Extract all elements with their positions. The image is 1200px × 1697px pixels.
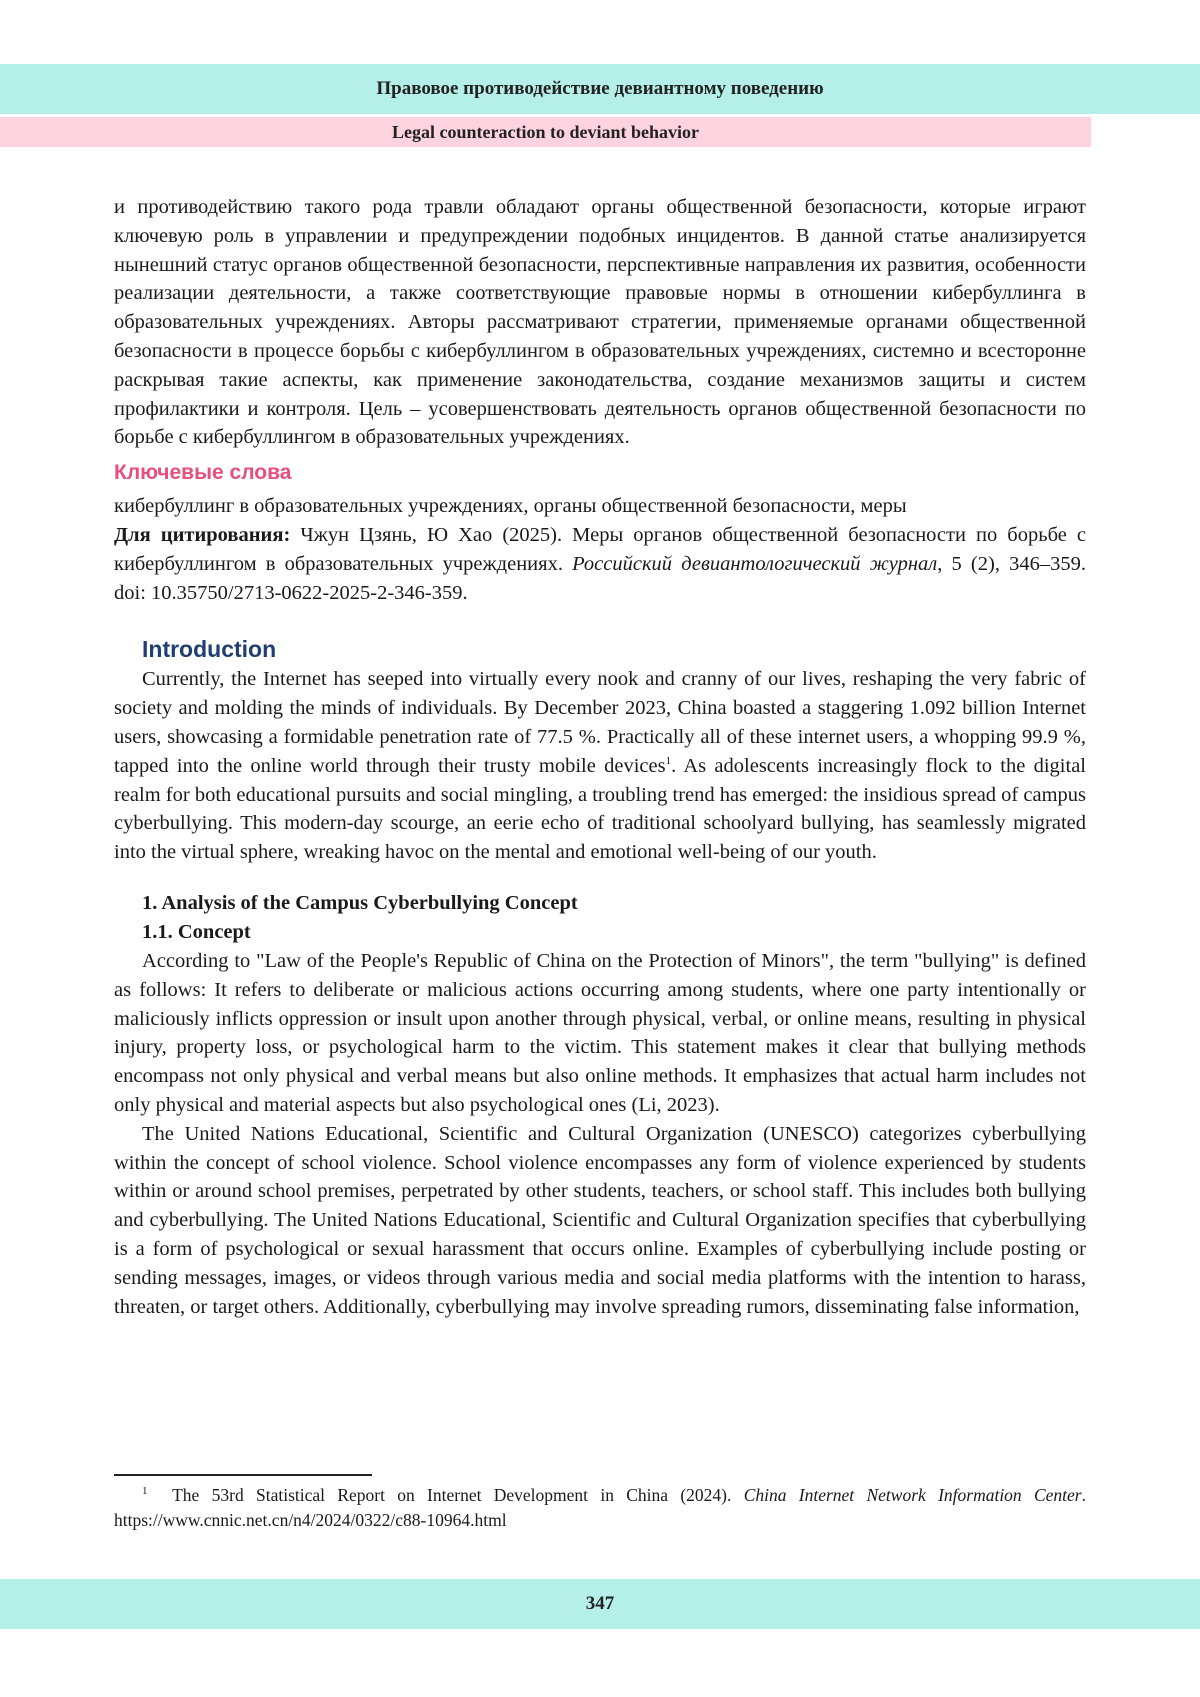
citation-journal: Российский девиантологический журнал <box>572 552 938 575</box>
page-number: 347 <box>0 1579 1200 1629</box>
footnote-ref: 1 <box>665 754 672 767</box>
footnote-text: The 53rd Statistical Report on Internet Development in China (2024). <box>172 1485 744 1505</box>
section-heading: 1. Analysis of the Campus Cyberbullying Concept <box>142 891 578 914</box>
keywords-text: кибербуллинг в образовательных учреждениях, органы общественной безопасности, меры <box>114 495 907 518</box>
footnote-number: 1 <box>142 1485 148 1498</box>
introduction-paragraph <box>114 665 1086 867</box>
citation-text: Чжун Цзянь, Ю Хао (2025). Меры органов общественной безопасности по борьбе с кибербуллингом в образовательных учреждениях. <box>114 523 1087 575</box>
citation-label: Для цитирования: <box>114 523 291 546</box>
footnote-source: China Internet Network Information Center <box>743 1485 1082 1505</box>
section-paragraph-2: The United Nations Educational, Scientific and Cultural Organization (UNESCO) categorizes cyberbullying within the concept of school violence. School violence encompasses any form of violence experienced by students within or around school premises, perpetrated by other students, teachers, or school staff. This includes both bullying and cyberbullying. The United Nations Educational, Scientific and Cultural Organization specifies that cyberbullying is a form of psychological or sexual harassment that occurs online. Examples of cyberbullying include posting or sending messages, images, or videos through various media and social media platforms with the intention to harass, threaten, or target others. Additionally, cyberbullying may involve spreading rumors, disseminating false information, <box>114 1122 1086 1318</box>
citation-doi: , 5 (2), 346–359. doi: 10.35750/2713-0622-2025-2-346-359. <box>114 552 1086 604</box>
page-content <box>114 193 1086 1321</box>
intro-text-cont: . As adolescents increasingly flock to the digital realm for both educational pursuits and social mingling, a troubling trend has emerged: the insidious spread of campus cyberbullying. This modern-day scourge, an eerie echo of traditional schoolyard bullying, has seamlessly migrated into the virtual sphere, wreaking havoc on the mental and emotional well-being of our youth. <box>114 754 1087 864</box>
running-header-ru: Правовое противодействие девиантному поведению <box>0 64 1200 114</box>
introduction-heading: Introduction <box>142 636 277 663</box>
subsection-heading: 1.1. Concept <box>142 920 251 943</box>
citation <box>114 521 1086 607</box>
footnote-divider <box>114 1474 372 1476</box>
running-header-en: Legal counteraction to deviant behavior <box>0 117 1091 147</box>
intro-text: Currently, the Internet has seeped into virtually every nook and cranny of our lives, reshaping the very fabric of society and molding the minds of individuals. By December 2023, China boasted a staggering 1.092 billion Internet users, showcasing a formidable penetration rate of 77.5 %. Practically all of these internet users, a whopping 99.9 %, tapped into the online world through their trusty mobile devices <box>114 668 1086 777</box>
footnote <box>114 1483 1086 1533</box>
keywords-heading: Ключевые слова <box>114 461 292 485</box>
abstract-continuation: и противодействию такого рода травли обладают органы общественной безопасности, которые играют ключевую роль в управлении и предупреждении подобных инцидентов. В данной статье анализируется нынешний статус органов общественной безопасности, перспективные направления их развития, особенности реализации деятельности, а также соответствующие правовые нормы в отношении кибербуллинга в образовательных учреждениях. Авторы рассматривают стратегии, применяемые органами общественной безопасности в процессе борьбы с кибербуллингом в образовательных учреждениях, системно и всесторонне раскрывая такие аспекты, как применение законодательства, создание механизмов защиты и систем профилактики и контроля. Цель – усовершенствовать деятельность органов общественной безопасности по борьбе с кибербуллингом в образовательных учреждениях. <box>114 196 1086 449</box>
section-paragraph-1: According to "Law of the People's Republic of China on the Protection of Minors", the term "bullying" is defined as follows: It refers to deliberate or malicious actions occurring among students, where one party intentionally or maliciously inflicts oppression or insult upon another through physical, verbal, or online means, resulting in physical injury, property loss, or psychological harm to the victim. This statement makes it clear that bullying methods encompass not only physical and verbal means but also online methods. It emphasizes that actual harm includes not only physical and material aspects but also psychological ones (Li, 2023). <box>114 949 1086 1116</box>
footnote-url: . https://www.cnnic.net.cn/n4/2024/0322/c88-10964.html <box>114 1485 1086 1530</box>
